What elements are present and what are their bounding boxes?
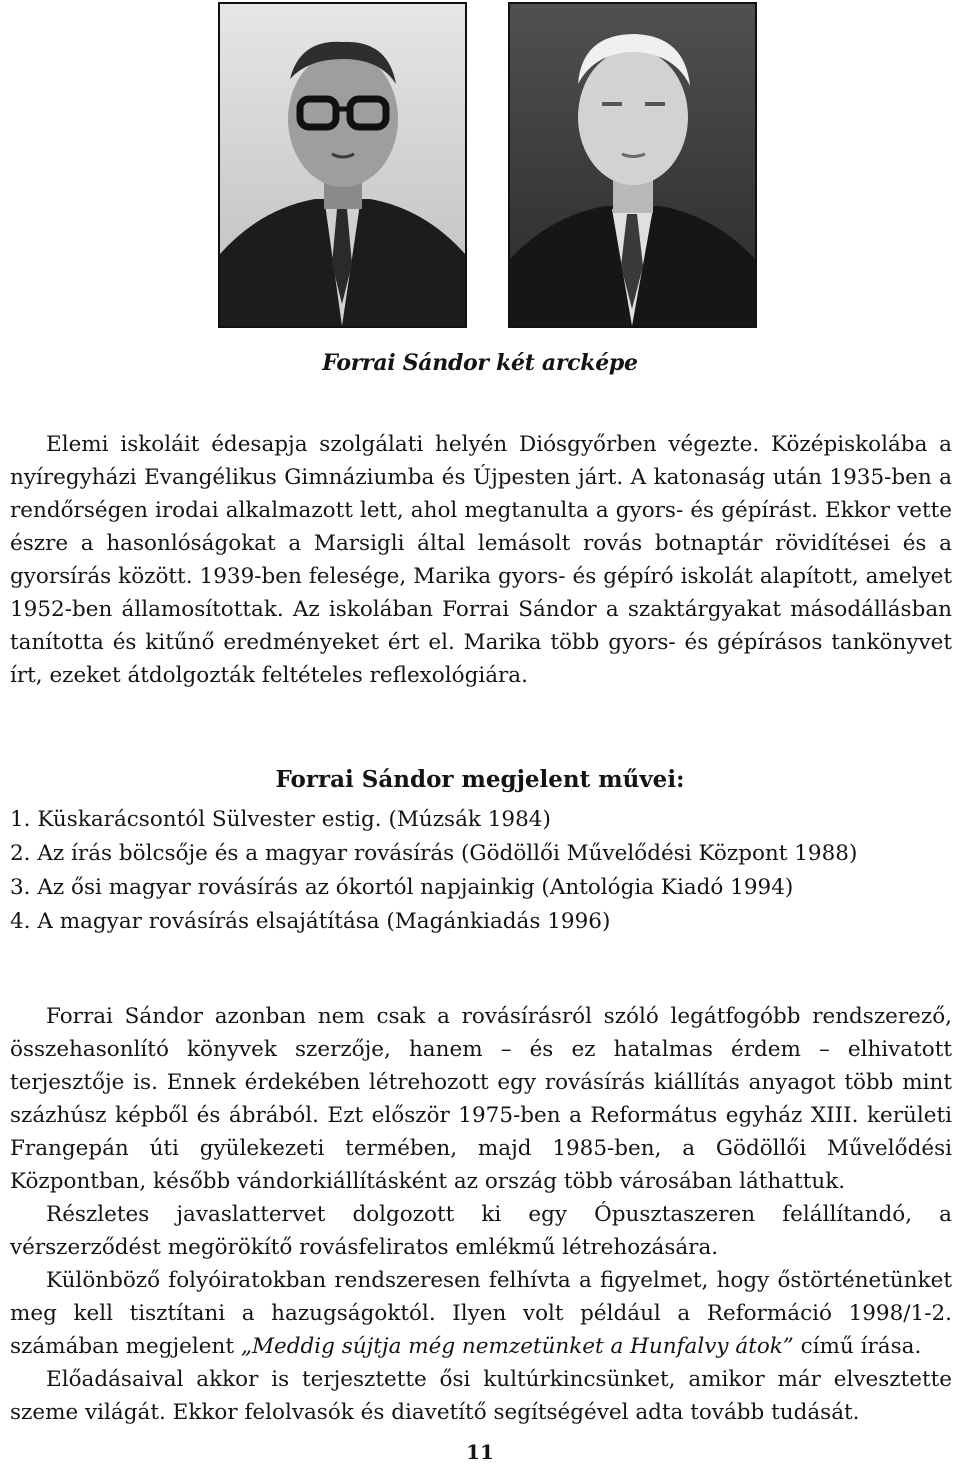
paragraph-journals [10, 1264, 952, 1363]
portrait-photo-older [508, 2, 757, 328]
paragraph-journals-start: Különböző folyóiratokban rendszeresen felhívta a figyelmet, hogy őstörténetünket meg kell tisztítani a hazugságoktól. Ilyen volt például a Reformáció 1998/1-2. számában megjelent [10, 1268, 952, 1359]
article-title: „Meddig sújtja még nemzetünket a Hunfalvy átok” [240, 1334, 794, 1359]
body-text [10, 1000, 952, 1429]
paragraph-journals-end: című írása. [793, 1334, 922, 1359]
photo-caption: Forrai Sándor két arcképe [322, 350, 638, 376]
list-item: 1. Küskarácsontól Sülvester estig. (Múzsák 1984) [10, 807, 551, 832]
page-number: 11 [466, 1440, 494, 1464]
biography-paragraph [10, 428, 952, 692]
works-list [10, 803, 950, 939]
paragraph-memorial: Részletes javaslattervet dolgozott ki egy Ópusztaszeren felállítandó, a vérszerződést megörökítő rovásfeliratos emlékmű létrehozására. [10, 1202, 952, 1260]
list-item: 2. Az írás bölcsője és a magyar rovásírás (Gödöllői Művelődési Központ 1988) [10, 841, 858, 866]
paragraph-exhibition: Forrai Sándor azonban nem csak a rovásírásról szóló legátfogóbb rendszerező, összehasonlító könyvek szerzője, hanem – és ez hatalmas érdem – elhivatott terjesztője is. Ennek érdekében létrehozott egy rovásírás kiállítás anyagot több mint százhúsz képből és ábrából. Ezt először 1975-ben a Református egyház XIII. kerületi Frangepán úti gyülekezeti termében, majd 1985-ben, a Gödöllői Művelődési Központban, később vándorkiállításként az ország több városában láthattuk. [10, 1004, 952, 1194]
biography-text: Elemi iskoláit édesapja szolgálati helyén Diósgyőrben végezte. Középiskolába a nyíregyházi Evangélikus Gimnáziumba és Újpesten járt. A katonaság után 1935-ben a rendőrségen irodai alkalmazott lett, ahol megtanulta a gyors- és gépírást. Ekkor vette észre a hasonlóságokat a Marsigli által lemásolt rovás botnaptár rövidítései és a gyorsírás között. 1939-ben felesége, Marika gyors- és gépíró iskolát alapított, amelyet 1952-ben államosítottak. Az iskolában Forrai Sándor a szaktárgyakat másodállásban tanította és kitűnő eredményeket ért el. Marika több gyors- és gépírásos tankönyvet írt, ezeket átdolgozták feltételes reflexológiára. [10, 432, 952, 688]
portrait-photos [0, 0, 960, 330]
portrait-photo-with-glasses [218, 2, 467, 328]
list-item: 4. A magyar rovásírás elsajátítása (Magánkiadás 1996) [10, 909, 611, 934]
works-heading: Forrai Sándor megjelent művei: [275, 766, 685, 793]
list-item: 3. Az ősi magyar rovásírás az ókortól napjainkig (Antológia Kiadó 1994) [10, 875, 794, 900]
paragraph-lectures: Előadásaival akkor is terjesztette ősi kultúrkincsünket, amikor már elvesztette szeme világát. Ekkor felolvasók és diavetítő segítségével adta tovább tudását. [10, 1367, 952, 1425]
